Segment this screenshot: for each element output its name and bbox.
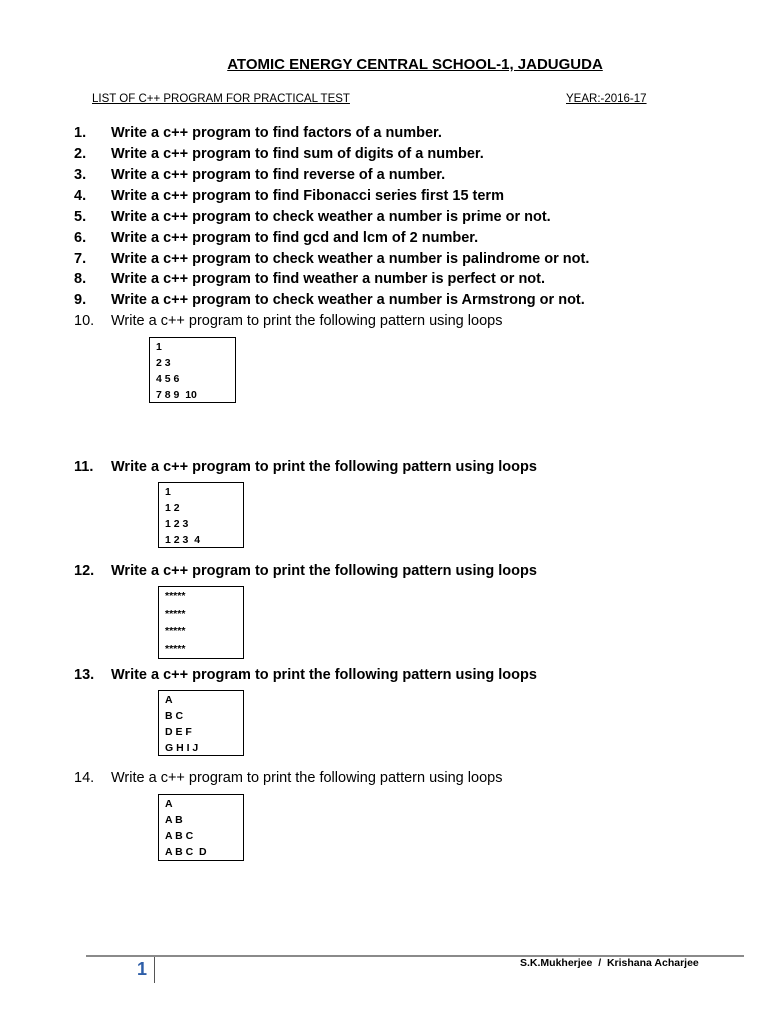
pattern-line: 1 2 3 4 [165,534,201,546]
footer-authors: S.K.Mukherjee / Krishana Acharjee [520,957,699,969]
question-9: 9. Write a c++ program to check weather a number is Armstrong or not. [74,292,585,308]
question-4: 4. Write a c++ program to find Fibonacci series first 15 term [74,188,504,204]
question-8: 8. Write a c++ program to find weather a number is perfect or not. [74,271,546,287]
question-3: 3. Write a c++ program to find reverse of a number. [74,167,446,183]
pattern-line: D E F [165,726,192,738]
question-14: 14. Write a c++ program to print the following pattern using loops [74,770,503,786]
question-1: 1. Write a c++ program to find factors of a number. [74,125,442,141]
question-10: 10. Write a c++ program to print the following pattern using loops [74,313,503,329]
pattern-box-13 [158,690,244,756]
pattern-line: 1 [165,486,171,498]
pattern-box-11 [158,482,244,548]
pattern-line: 2 3 [156,357,171,369]
pattern-box-10 [149,337,236,403]
question-2: 2. Write a c++ program to find sum of digits of a number. [74,146,484,162]
pattern-line: ***** [165,642,186,655]
question-11: 11. Write a c++ program to print the following pattern using loops [74,459,537,475]
page-number-separator [154,957,155,983]
year-label: YEAR:-2016-17 [566,93,647,105]
page-number: 1 [137,959,148,979]
pattern-line: 4 5 6 [156,373,180,385]
question-13: 13. Write a c++ program to print the following pattern using loops [74,667,537,683]
pattern-box-12 [158,586,244,659]
pattern-line: 1 [156,341,162,353]
pattern-box-14 [158,794,244,861]
list-title: LIST OF C++ PROGRAM FOR PRACTICAL TEST [92,93,350,105]
question-5: 5. Write a c++ program to check weather a number is prime or not. [74,209,551,225]
pattern-line: G H I J [165,742,199,754]
question-7: 7. Write a c++ program to check weather a number is palindrome or not. [74,251,590,267]
question-6: 6. Write a c++ program to find gcd and lcm of 2 number. [74,230,479,246]
pattern-line: 1 2 [165,502,180,514]
pattern-line: 7 8 9 10 [156,389,197,401]
pattern-line: A [165,798,173,810]
pattern-line: A [165,694,173,706]
pattern-line: A B C [165,830,194,842]
pattern-line: ***** [165,625,186,637]
school-title: ATOMIC ENERGY CENTRAL SCHOOL-1, JADUGUDA [227,56,603,73]
question-12: 12. Write a c++ program to print the following pattern using loops [74,563,537,579]
pattern-line: A B [165,814,183,826]
pattern-line: A B C D [165,846,207,858]
pattern-line: 1 2 3 [165,518,189,530]
pattern-line: B C [165,710,184,722]
pattern-line: ***** [165,607,186,620]
pattern-line: ***** [165,590,186,602]
